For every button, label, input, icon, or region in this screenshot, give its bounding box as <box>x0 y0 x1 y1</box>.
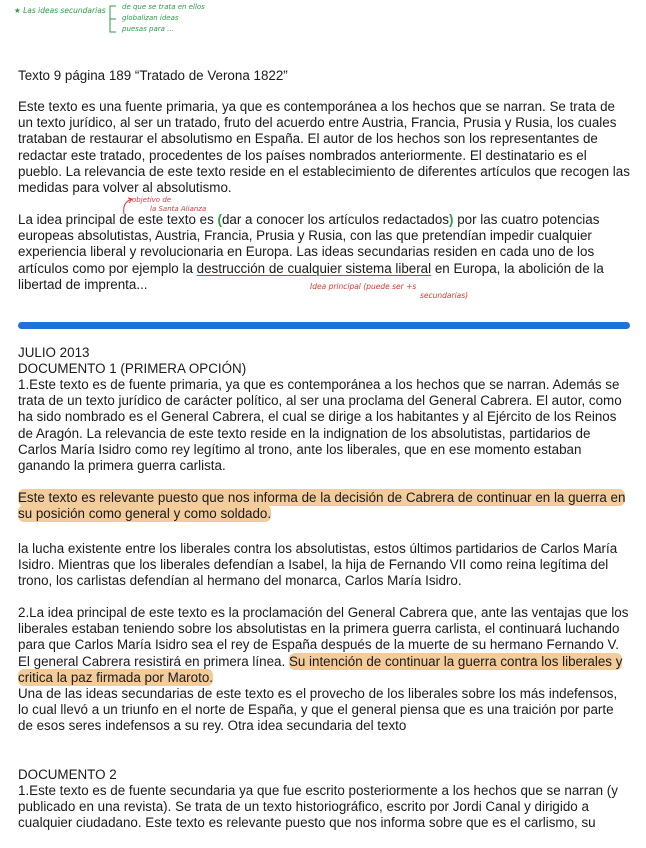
documento1-paragraph-5: Una de las ideas secundarias de este texto es el provecho de los liberales sobre los más indefensos, lo cual llevó a un triunfo en el norte de España, y que el general piensa que es una traición por parte de esos seres indefensos a su rey. Otra idea secundaria del texto <box>18 686 618 734</box>
documento1-heading: DOCUMENTO 1 (PRIMERA OPCIÓN) <box>18 361 247 376</box>
underlined-phrase: destrucción de cualquier sistema liberal <box>196 260 432 276</box>
highlighted-intention: Su intención de continuar la guerra contra los liberales y critica la paz firmada por Maroto. <box>18 653 623 685</box>
documento1-paragraph-2 <box>18 490 630 522</box>
texto9-paragraph-2 <box>18 212 630 293</box>
note-line-2: globalizan ideas <box>122 14 179 22</box>
section-divider <box>18 322 630 329</box>
texto9-title: Texto 9 página 189 “Tratado de Verona 1822” <box>18 68 288 83</box>
documento1-paragraph-4 <box>18 605 630 686</box>
documento1-paragraph-1: 1.Este texto es de fuente primaria, ya que es contemporánea a los hechos que se narran. Además se trata de un texto jurídico de carácter político, al ser una proclama del General Cabrera. El autor, como ha sido nombrado es el General Cabrera, el cual se dirige a los habitantes y al Ejército de los Reinos de Aragón. La relevancia de este texto reside en la indignation de los absolutistas, partidarios de Carlos María Isidro como rey legítimo al trono, ante los liberales, que en ese momento estaban ganando la primera guerra carlista. <box>18 377 622 474</box>
note-idea-principal-2: secundarias) <box>420 291 469 300</box>
idea-principal-rest: por las cuatro potencias europeas absolutistas, Austria, Francia, Prusia y Rusia, con las que pretendían impedir cualquier experiencia liberal y revolucionaria en Europa. Las ideas secundarias residen en cada uno de los artículos como por ejemplo la <box>18 212 600 276</box>
note-objetivo: objetivo de <box>132 196 172 204</box>
note-idea-principal: Idea principal (puede ser +s <box>310 282 417 291</box>
idea-principal-phrase: dar a conocer los artículos redactados <box>221 212 450 227</box>
note-bracket <box>108 4 120 36</box>
documento2-heading: DOCUMENTO 2 <box>18 767 117 782</box>
note-santa-alianza: la Santa Alianza <box>150 205 207 213</box>
note-line-1: de que se trata en ellos <box>122 3 205 11</box>
texto9-paragraph-1: Este texto es una fuente primaria, ya que es contemporánea a los hechos que se narran. Se trata de un texto jurídico, al ser un tratado, fruto del acuerdo entre Austria, Francia, Prusia y Rusia, los cuales trataban de restaurar el absolutismo en España. El autor de los hechos son los representantes de redactar este tratado, procedentes de los países nombrados anteriormente. El destinatario es el pueblo. La relevancia de este texto reside en el establecimiento de diferentes artículos que recogen las medidas para volver al absolutismo. <box>18 99 630 196</box>
idea-principal-lead: La idea principal de este texto es <box>18 212 214 227</box>
idea-principal-end: en Europa, la abolición de la libertad de imprenta... <box>18 260 604 292</box>
open-paren: ( <box>217 212 222 227</box>
idea-principal-text: 2.La idea principal de este texto es la proclamación del General Cabrera que, ante las ventajas que los liberales estaban teniendo sobre los absolutistas en la primera guerra carlista, el continuará luchando para que Carlos María Isidro sea el rey de España después de la muerte de su hermano Fernando V. El general Cabrera resistirá en primera línea. <box>18 605 629 669</box>
highlighted-text: Este texto es relevante puesto que nos informa de la decisión de Cabrera de continuar en la guerra en su posición como general y como soldado. <box>18 490 626 522</box>
documento2-paragraph-1: 1.Este texto es de fuente secundaria ya que fue escrito posteriormente a los hechos que se narran (y publicado en una revista). Se trata de un texto historiográfico, escrito por Jordi Canal y dirigido a cualquier ciudadano. Este texto es relevante puesto que nos informa sobre que es el carlismo, su <box>18 783 618 831</box>
note-secondary-ideas: ★ Las ideas secundarias <box>14 6 106 15</box>
documento1-paragraph-3: la lucha existente entre los liberales contra los absolutistas, estos últimos partidarios de Carlos María Isidro. Mientras que los liberales defendían a Isabel, la hija de Fernando VII como reina legítima del trono, los carlistas defendían al hermano del monarca, Carlos María Isidro. <box>18 541 618 589</box>
note-line-3: puesas para … <box>122 25 175 33</box>
close-paren: ) <box>449 212 454 227</box>
julio-heading: JULIO 2013 <box>18 345 90 360</box>
